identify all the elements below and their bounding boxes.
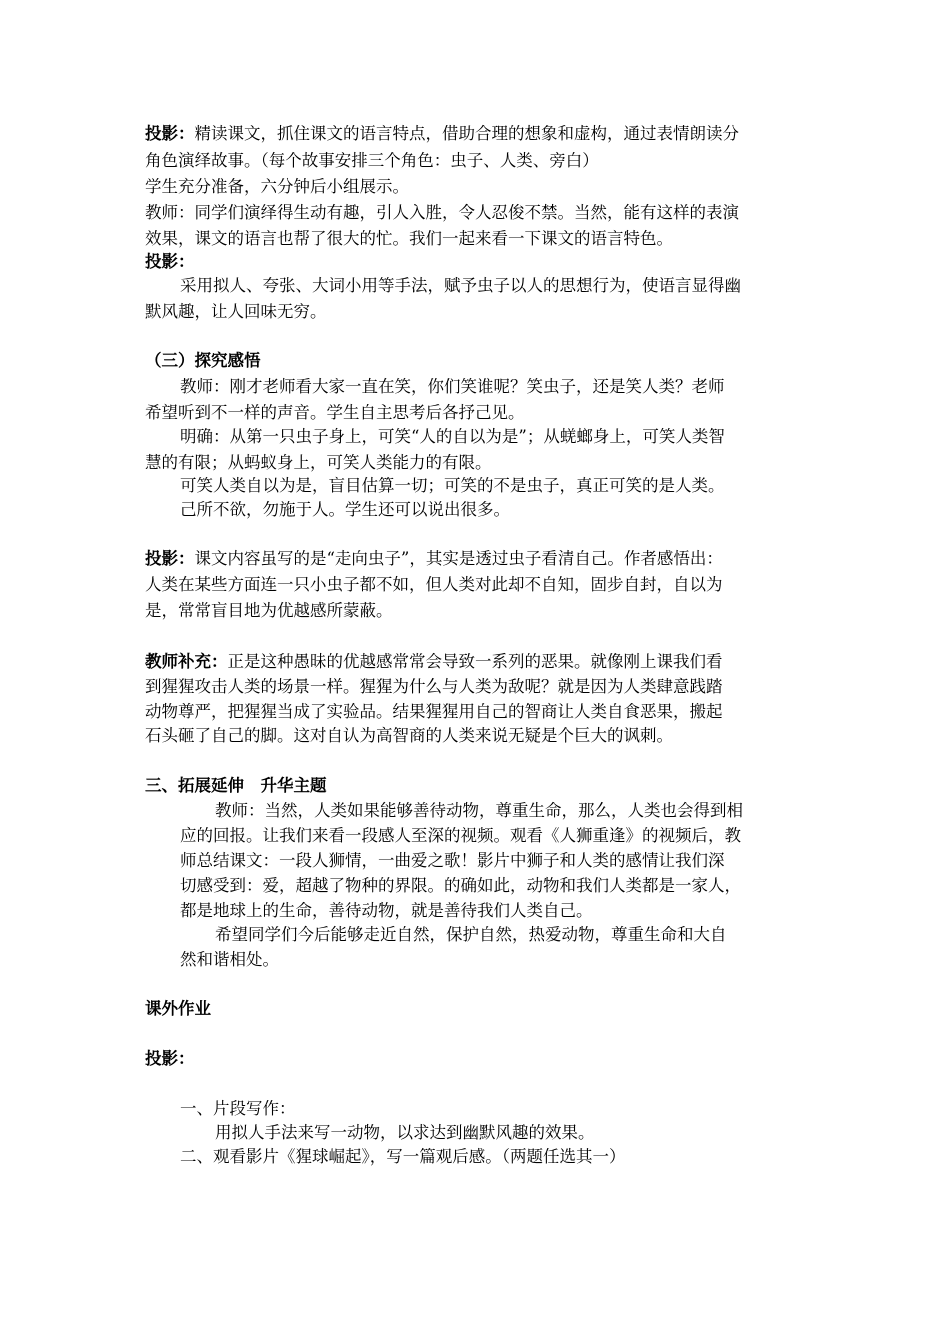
paragraph-projection-2-line-1	[145, 547, 723, 571]
paragraph-text: 精读课文，抓住课文的语言特点，借助合理的想象和虚构，通过表情朗读分	[194, 124, 739, 143]
paragraph-hope-line-2: 然和谐相处。	[180, 950, 279, 969]
paragraph-teacher-supplement-line-4: 石头砸了自己的脚。这对自认为高智商的人类来说无疑是个巨大的讽刺。	[145, 726, 673, 745]
paragraph-laughable-line-2: 己所不欲，勿施于人。学生还可以说出很多。	[180, 500, 510, 519]
paragraph-teacher-1-line-1: 教师：同学们演绎得生动有趣，引人入胜，令人忍俊不禁。当然，能有这样的表演	[145, 203, 739, 222]
teacher-supplement-label: 教师补充：	[145, 652, 228, 671]
paragraph-laughable-line-1: 可笑人类自以为是，盲目估算一切；可笑的不是虫子，真正可笑的是人类。	[180, 476, 725, 495]
homework-item-1-detail: 用拟人手法来写一动物，以求达到幽默风趣的效果。	[215, 1123, 595, 1142]
paragraph-teacher-supplement-line-2: 到猩猩攻击人类的场景一样。猩猩为什么与人类为敌呢？就是因为人类肆意践踏	[145, 677, 723, 696]
paragraph-teacher-3-line-4: 切感受到：爱，超越了物种的界限。的确如此，动物和我们人类都是一家人，	[180, 876, 741, 895]
paragraph-projection-1-line-1	[145, 122, 739, 146]
paragraph-text: 课文内容虽写的是“走向虫子”，其实是透过虫子看清自己。作者感悟出：	[194, 549, 723, 568]
homework-item-2: 二、观看影片《猩球崛起》，写一篇观后感。（两题任选其一）	[180, 1147, 626, 1166]
section-heading-explore: （三）探究感悟	[145, 351, 261, 370]
paragraph-projection-2-line-3: 是，常常盲目地为优越感所蒙蔽。	[145, 601, 393, 620]
paragraph-teacher-3-line-5: 都是地球上的生命，善待动物，就是善待我们人类自己。	[180, 901, 593, 920]
paragraph-language-features-line-2: 默风趣，让人回味无穷。	[145, 302, 327, 321]
projection-label: 投影：	[145, 252, 195, 271]
projection-label: 投影：	[145, 549, 195, 568]
projection-label: 投影：	[145, 124, 195, 143]
paragraph-teacher-supplement-line-3: 动物尊严，把猩猩当成了实验品。结果猩猩用自己的智商让人类自食恶果，搬起	[145, 702, 723, 721]
paragraph-teacher-supplement-line-1	[145, 650, 723, 674]
paragraph-hope-line-1: 希望同学们今后能够走近自然，保护自然，热爱动物，尊重生命和大自	[215, 925, 727, 944]
paragraph-projection-1-line-2: 角色演绎故事。（每个故事安排三个角色：虫子、人类、旁白）	[145, 151, 599, 170]
paragraph-projection-2-line-2: 人类在某些方面连一只小虫子都不如，但人类对此却不自知，固步自封，自以为	[145, 575, 723, 594]
paragraph-teacher-3-line-1: 教师：当然，人类如果能够善待动物，尊重生命，那么，人类也会得到相	[215, 801, 743, 820]
paragraph-teacher-2-line-2: 希望听到不一样的声音。学生自主思考后各抒己见。	[145, 403, 525, 422]
section-heading-extension: 三、拓展延伸 升华主题	[145, 776, 327, 795]
paragraph-teacher-3-line-2: 应的回报。让我们来看一段感人至深的视频。观看《人狮重逢》的视频后，教	[180, 826, 741, 845]
homework-item-1: 一、片段写作：	[180, 1099, 296, 1118]
paragraph-teacher-3-line-3: 师总结课文：一段人狮情，一曲爱之歌！影片中狮子和人类的感情让我们深	[180, 851, 725, 870]
paragraph-language-features-line-1: 采用拟人、夸张、大词小用等手法，赋予虫子以人的思想行为，使语言显得幽	[180, 276, 741, 295]
paragraph-students-prepare: 学生充分准备，六分钟后小组展示。	[145, 177, 409, 196]
section-heading-homework: 课外作业	[145, 999, 211, 1018]
paragraph-text: 正是这种愚昧的优越感常常会导致一系列的恶果。就像刚上课我们看	[227, 652, 723, 671]
projection-label: 投影：	[145, 1049, 195, 1068]
paragraph-clarify-line-1: 明确：从第一只虫子身上，可笑“人的自以为是”；从蜣螂身上，可笑人类智	[180, 427, 725, 446]
paragraph-teacher-2-line-1: 教师：刚才老师看大家一直在笑，你们笑谁呢？笑虫子，还是笑人类？老师	[180, 377, 725, 396]
paragraph-teacher-1-line-2: 效果，课文的语言也帮了很大的忙。我们一起来看一下课文的语言特色。	[145, 229, 673, 248]
paragraph-clarify-line-2: 慧的有限；从蚂蚁身上，可笑人类能力的有限。	[145, 453, 492, 472]
